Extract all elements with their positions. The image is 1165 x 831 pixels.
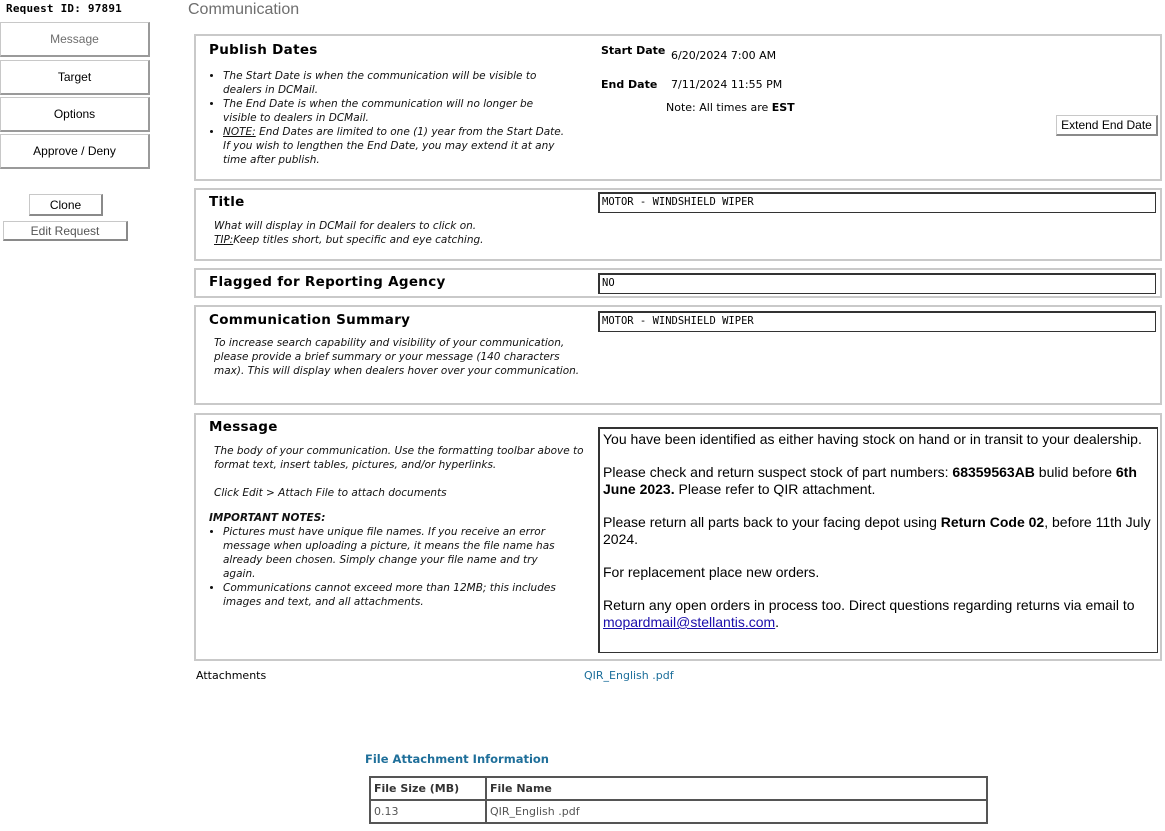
file-attachment-info-title: File Attachment Information [365,752,549,766]
file-attachment-table [369,776,988,824]
table-header-row [370,777,987,800]
summary-panel [194,305,1162,405]
note-text: End Dates are limited to one (1) year from the Start Date. If you wish to lengthen the End Date, you may extend it at any time after publish. [223,126,565,166]
end-date-value: 7/11/2024 11:55 PM [671,78,783,91]
message-p3-text: Please return all parts back to your facing depot using [603,514,941,530]
title-help [214,219,584,247]
message-p5 [603,597,1154,631]
file-name-cell: QIR_English .pdf [486,800,987,823]
summary-title: Communication Summary [209,312,411,328]
message-p2-text3: Please refer to QIR attachment. [674,481,876,497]
edit-request-button[interactable]: Edit Request [3,221,128,241]
file-name-header: File Name [486,777,987,800]
message-p3 [603,514,1154,548]
timezone-value: EST [771,101,795,114]
nav-options-button[interactable]: Options [0,97,150,132]
message-p4: For replacement place new orders. [603,564,820,580]
attachment-file-link[interactable]: QIR_English .pdf [584,669,674,682]
help-start-date: • The Start Date is when the communication will be visible to dealers in DCMail. [223,69,569,97]
flagged-input[interactable]: NO [598,273,1156,294]
title-input[interactable]: MOTOR - WINDSHIELD WIPER [598,192,1156,213]
attach-help: Click Edit > Attach File to attach documents [214,487,447,499]
timezone-note [666,101,795,114]
note-unique-filenames: • Pictures must have unique file names. If you receive an error message when uploading a picture, it means the file name has already been chosen. Simply change your file name and try again. [223,525,568,581]
request-id: Request ID: 97891 [6,2,122,15]
part-number: 68359563AB [952,464,1035,480]
email-link[interactable]: mopardmail@stellantis.com [603,614,776,630]
nav-approve-deny-button[interactable]: Approve / Deny [0,134,150,169]
message-p3-text2: , before 11th July 2024. [603,514,1151,547]
note-label: NOTE: [223,126,256,138]
page-title: Communication [188,1,300,18]
message-p1: You have been identified as either having stock on hand or in transit to your dealership. [603,431,1142,447]
message-help: The body of your communication. Use the formatting toolbar above to format text, insert tables, pictures, and/or hyperlinks. [214,445,584,471]
publish-dates-title: Publish Dates [209,42,318,58]
flagged-title: Flagged for Reporting Agency [209,274,446,290]
end-date-label: End Date [601,78,658,91]
publish-dates-panel [194,34,1162,181]
message-p2-text2: bulid before [1034,464,1116,480]
message-p2-text: Please check and return suspect stock of part numbers: [603,464,953,480]
important-notes [209,511,589,609]
nav-target-button[interactable]: Target [0,60,150,95]
table-row [370,800,987,823]
start-date-label: Start Date [601,44,666,57]
start-date-value: 6/20/2024 7:00 AM [671,49,777,62]
help-end-date: • The End Date is when the communication will no longer be visible to dealers in DCMail. [223,97,569,125]
title-help-text: What will display in DCMail for dealers to click on. [214,220,477,232]
clone-button[interactable]: Clone [29,194,103,216]
help-note [223,125,569,167]
title-section-title: Title [209,194,245,210]
tip-label: TIP: [214,234,234,246]
flagged-panel [194,268,1162,298]
summary-input[interactable]: MOTOR - WINDSHIELD WIPER [598,311,1156,332]
extend-end-date-button[interactable]: Extend End Date [1056,115,1158,136]
message-p5-text2: . [775,614,780,630]
timezone-note-text: Note: All times are [666,101,772,114]
summary-help: To increase search capability and visibility of your communication, please provide a brief summary or your message (140 characters max). This will display when dealers hover over your communication. [214,337,580,377]
title-tip [214,233,584,247]
title-panel [194,188,1162,261]
publish-dates-help [209,69,569,167]
message-panel [194,413,1162,661]
return-code: Return Code 02 [940,514,1045,530]
tip-text: Keep titles short, but specific and eye catching. [233,234,484,246]
note-size-limit: • Communications cannot exceed more than 12MB; this includes images and text, and all attachments. [223,581,568,609]
build-date: 6th June 2023. [603,464,1137,497]
nav-message-button[interactable]: Message [0,22,150,57]
message-body-editor[interactable] [598,427,1158,653]
file-size-header: File Size (MB) [370,777,486,800]
important-label: IMPORTANT NOTES: [209,512,326,524]
file-size-cell: 0.13 [370,800,486,823]
attachments-label: Attachments [196,669,267,682]
message-p5-text: Return any open orders in process too. Direct questions regarding returns via email to [603,597,1135,613]
message-p2 [603,464,1154,498]
message-title: Message [209,419,278,435]
